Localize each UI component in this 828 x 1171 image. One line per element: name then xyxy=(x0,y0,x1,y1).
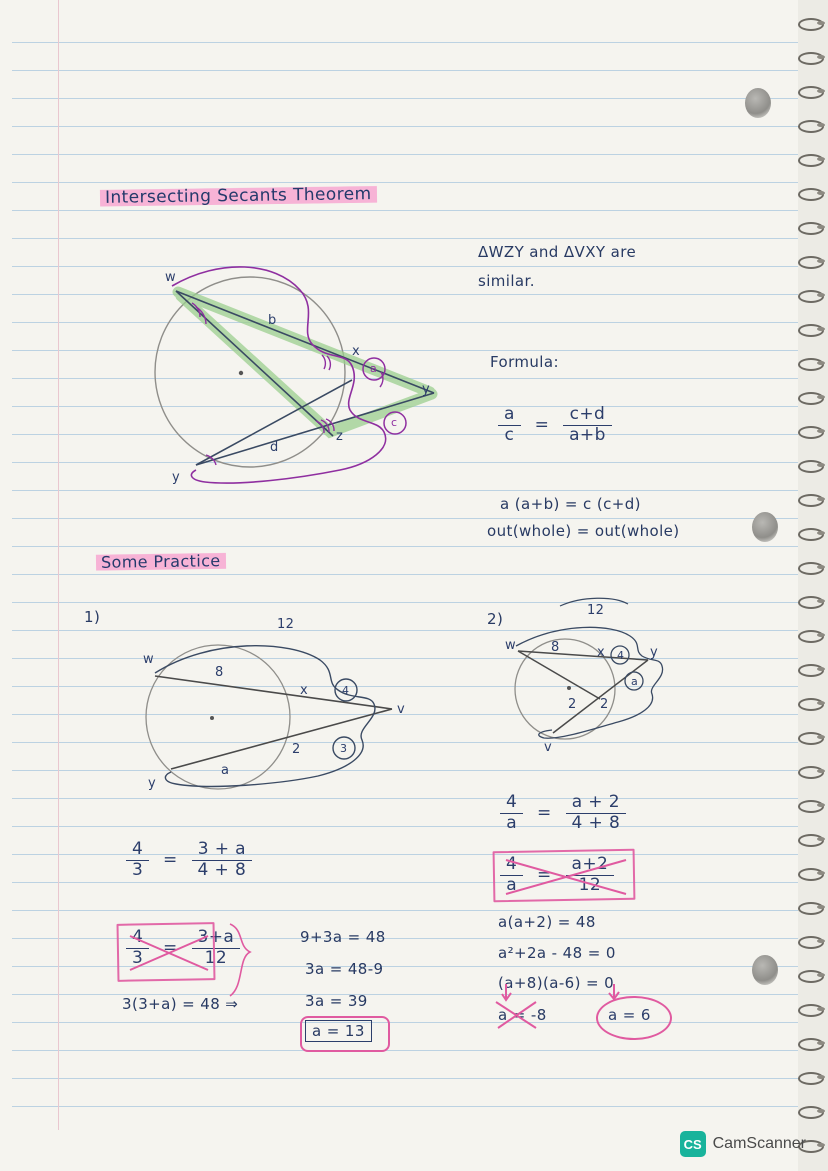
problem1-step-3: 3a = 39 xyxy=(305,992,368,1010)
formula-expanded: a (a+b) = c (c+d) xyxy=(500,495,641,513)
p1-eq2-left-den: 3 xyxy=(126,948,149,969)
formula-right-num: c+d xyxy=(569,404,606,424)
problem2-label-4-circled: 4 xyxy=(617,649,625,662)
diagram-label-d: d xyxy=(270,440,279,455)
problem2-step-3: (a+8)(a-6) = 0 xyxy=(498,974,615,992)
p1-eq1-left-den: 3 xyxy=(126,860,149,881)
p2-eq1-right-den: 4 + 8 xyxy=(566,813,627,834)
problem1-label-v: v xyxy=(397,702,406,717)
diagram-label-c-circled: c xyxy=(391,416,398,429)
problem2-root-rejected: a = -8 xyxy=(498,1006,547,1024)
problem2-label-w: w xyxy=(505,638,517,653)
problem2-label-a-circled: a xyxy=(631,675,639,688)
camscanner-logo: CS xyxy=(680,1131,706,1157)
problem1-number: 1) xyxy=(84,608,101,626)
camscanner-watermark xyxy=(680,1131,806,1157)
page-title: Intersecting Secants Theorem xyxy=(100,183,377,209)
problem1-step-2: 3a = 48-9 xyxy=(305,960,384,978)
problem2-label-top: 12 xyxy=(587,603,605,618)
problem1-label-3-circled: 3 xyxy=(340,742,348,755)
problem2-label-2-left: 2 xyxy=(568,697,577,712)
problem1-label-a: a xyxy=(221,763,230,778)
p1-eq2-left-num: 4 xyxy=(132,927,144,947)
p2-eq1-equals: = xyxy=(537,803,552,824)
problem2-label-x: x xyxy=(597,645,606,660)
problem2-root-accepted: a = 6 xyxy=(608,1006,651,1024)
similar-note-line1: ΔWZY and ΔVXY are xyxy=(478,243,637,261)
p1-eq1-equals: = xyxy=(163,850,178,871)
p2-eq1-left-num: 4 xyxy=(506,792,518,812)
p1-eq2-equals: = xyxy=(163,938,178,959)
problem2-step-2: a²+2a - 48 = 0 xyxy=(498,944,616,962)
p2-eq2-left-den: a xyxy=(500,875,523,896)
diagram-label-b: b xyxy=(268,313,277,328)
problem1-label-8: 8 xyxy=(215,665,224,680)
p2-eq2-left-num: 4 xyxy=(506,854,518,874)
problem2-label-y: y xyxy=(650,645,659,660)
problem1-step-1: 9+3a = 48 xyxy=(300,928,386,946)
p1-eq1-right-den: 4 + 8 xyxy=(192,860,253,881)
formula-left-num: a xyxy=(504,404,515,424)
problem2-step-1: a(a+2) = 48 xyxy=(498,913,596,931)
similar-note-line2: similar. xyxy=(478,272,535,290)
problem1-label-w: w xyxy=(143,652,155,667)
problem1-label-x: x xyxy=(300,683,309,698)
problem1-label-4-circled: 4 xyxy=(342,684,350,697)
p2-eq1-left-den: a xyxy=(500,813,523,834)
camscanner-brand: CamScanner xyxy=(712,1135,806,1152)
problem2-label-2-right: 2 xyxy=(600,697,609,712)
formula-left-den: c xyxy=(498,425,521,446)
diagram-label-x: x xyxy=(352,344,361,359)
problem1-label-top: 12 xyxy=(277,617,295,632)
diagram-label-z: z xyxy=(336,429,344,444)
diagram-label-a-circled: a xyxy=(370,362,378,375)
diagram-label-y-right: y xyxy=(422,382,431,397)
p2-eq2-equals: = xyxy=(537,865,552,886)
p1-eq2-right-num: 3+a xyxy=(197,927,235,947)
problem2-label-8: 8 xyxy=(551,640,560,655)
diagram-label-y-left: y xyxy=(172,470,181,485)
p1-eq1-left-num: 4 xyxy=(132,839,144,859)
problem1-answer: a = 13 xyxy=(305,1020,372,1042)
diagram-label-w: w xyxy=(165,270,177,285)
problem1-label-2: 2 xyxy=(292,742,301,757)
p2-eq1-right-num: a + 2 xyxy=(571,792,620,812)
formula-words: out(whole) = out(whole) xyxy=(487,522,680,540)
problem1-label-y: y xyxy=(148,776,157,791)
problem2-number: 2) xyxy=(487,610,504,628)
p2-eq2-right-num: a+2 xyxy=(571,854,609,874)
p1-eq2-right-den: 12 xyxy=(192,948,241,969)
formula-equals: = xyxy=(534,415,550,436)
formula-label: Formula: xyxy=(490,353,559,371)
formula-right-den: a+b xyxy=(563,425,612,446)
p1-eq1-right-num: 3 + a xyxy=(197,839,246,859)
practice-title: Some Practice xyxy=(96,550,226,573)
problem1-cross-line: 3(3+a) = 48 ⇒ xyxy=(122,995,239,1013)
problem2-label-v: v xyxy=(544,740,553,755)
p2-eq2-right-den: 12 xyxy=(566,875,615,896)
